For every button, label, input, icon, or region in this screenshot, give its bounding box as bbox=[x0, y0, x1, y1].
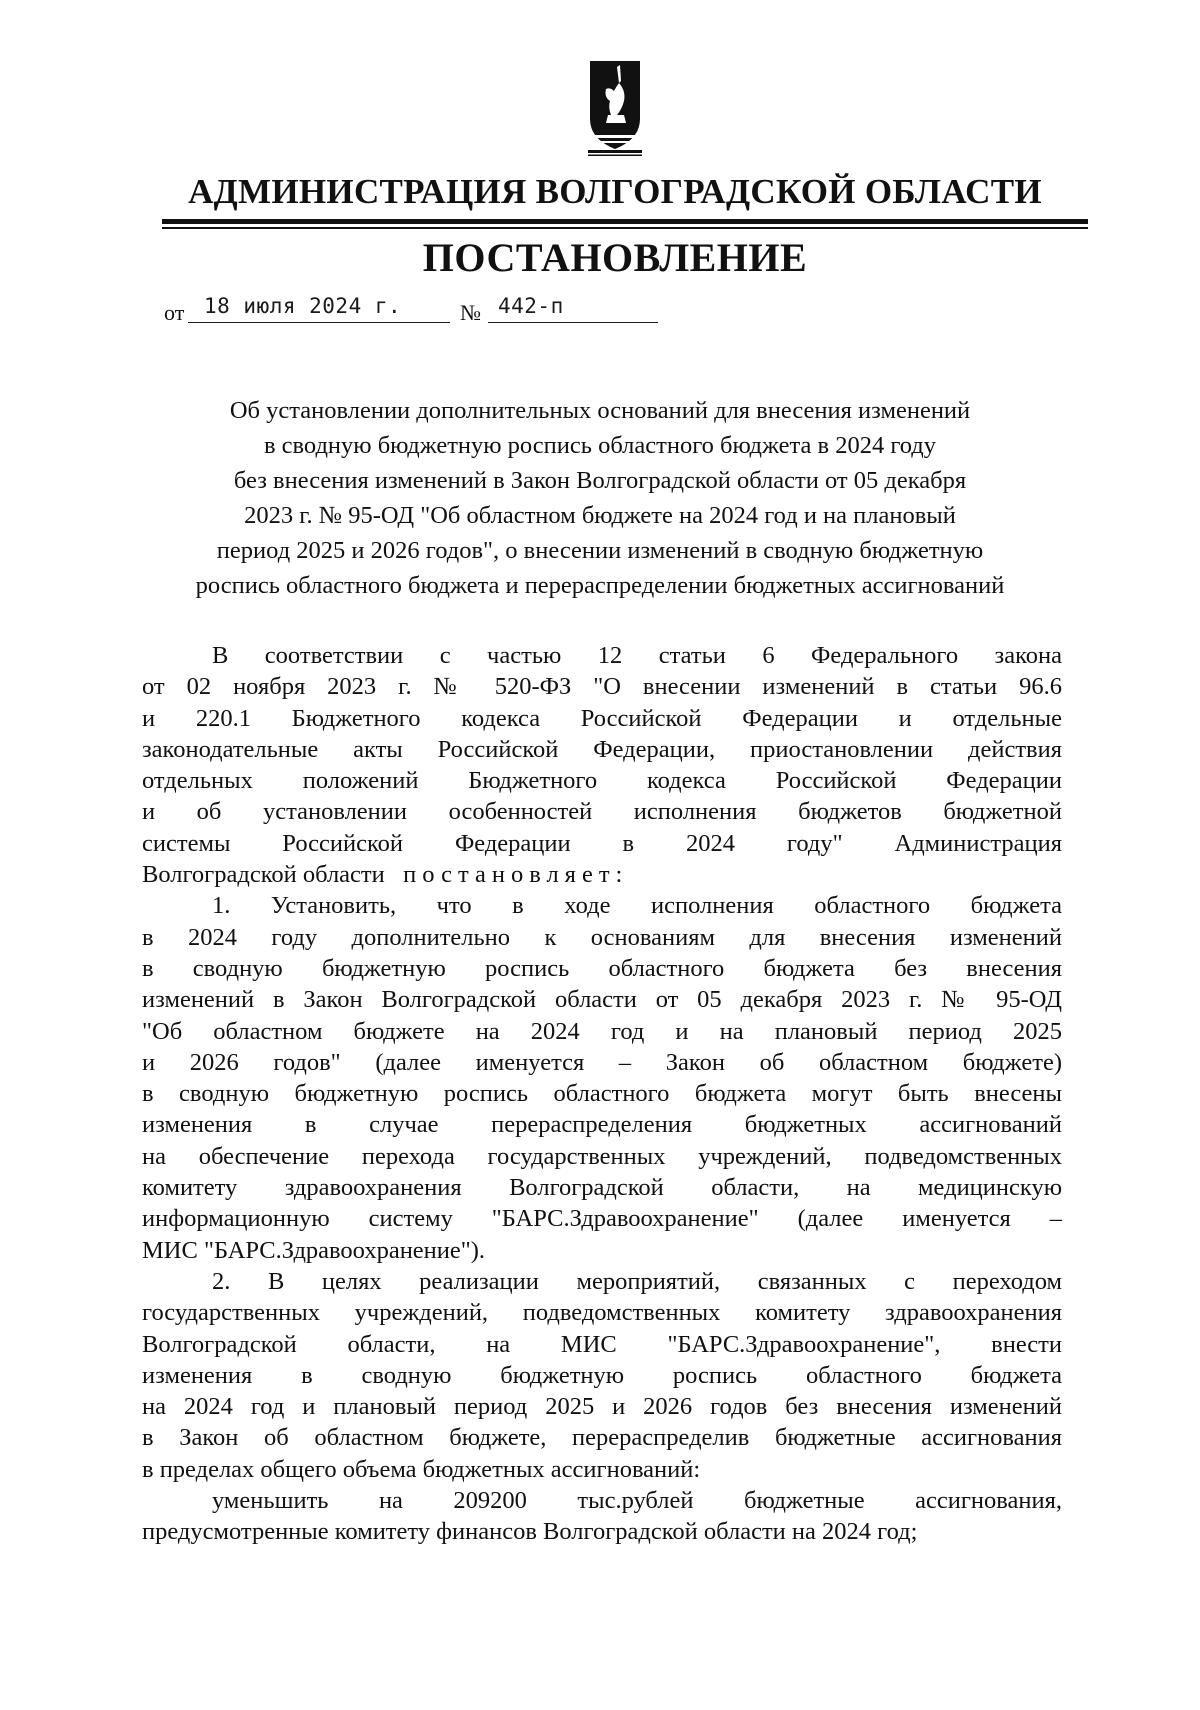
text-line: 2. В целях реализации мероприятий, связанных с переходом bbox=[212, 1267, 1062, 1295]
document-title bbox=[130, 393, 1070, 603]
number-prefix-label: № bbox=[460, 300, 481, 325]
title-line: без внесения изменений в Закон Волгоградской области от 05 декабря bbox=[233, 467, 967, 494]
document-date: 18 июля 2024 г. bbox=[204, 294, 402, 318]
date-prefix-label: от bbox=[164, 300, 185, 325]
preamble-paragraph bbox=[142, 640, 1062, 890]
item-1-paragraph bbox=[142, 890, 1062, 1266]
text-line: изменений в Закон Волгоградской области от 05 декабря 2023 г. № 95-ОД bbox=[142, 986, 1062, 1014]
text-line bbox=[142, 859, 1062, 890]
text-line: В соответствии с частью 12 статьи 6 Федерального закона bbox=[212, 642, 1062, 669]
preamble-end: Волгоградской области bbox=[142, 861, 385, 889]
document-number: 442-п bbox=[498, 294, 564, 318]
volgograd-emblem-icon bbox=[586, 57, 644, 157]
text-line: и 2026 годов" (далее именуется – Закон об областном бюджете) bbox=[142, 1048, 1062, 1076]
text-line: 1. Установить, что в ходе исполнения областного бюджета bbox=[212, 892, 1062, 920]
text-line: изменения в сводную бюджетную роспись областного бюджета bbox=[142, 1361, 1062, 1389]
text-line: законодательные акты Российской Федерации, приостановлении действия bbox=[142, 735, 1062, 763]
title-line: 2023 г. № 95-ОД "Об областном бюджете на 2024 год и на плановый bbox=[244, 502, 956, 529]
text-line: комитету здравоохранения Волгоградской области, на медицинскую bbox=[142, 1174, 1062, 1202]
text-line: в сводную бюджетную роспись областного бюджета без внесения bbox=[142, 954, 1062, 982]
title-line: роспись областного бюджета и перераспределении бюджетных ассигнований bbox=[195, 572, 1005, 599]
title-line: период 2025 и 2026 годов", о внесении изменений в сводную бюджетную bbox=[216, 537, 984, 564]
text-line: системы Российской Федерации в 2024 году" Администрация bbox=[142, 829, 1062, 857]
text-line: в Закон об областном бюджете, перераспределив бюджетные ассигнования bbox=[142, 1424, 1062, 1452]
title-line: Об установлении дополнительных оснований для внесения изменений bbox=[229, 397, 971, 424]
text-line: информационную систему "БАРС.Здравоохранение" (далее именуется – bbox=[142, 1205, 1062, 1233]
text-line: предусмотренные комитету финансов Волгоградской области на 2024 год; bbox=[142, 1518, 918, 1546]
item-2-subparagraph bbox=[142, 1485, 1062, 1548]
text-line: и 220.1 Бюджетного кодекса Российской Федерации и отдельные bbox=[142, 704, 1062, 732]
date-underline bbox=[188, 322, 450, 323]
document-type: ПОСТАНОВЛЕНИЕ bbox=[422, 235, 808, 280]
text-line: от 02 ноября 2023 г. № 520-ФЗ "О внесении изменений в статьи 96.6 bbox=[142, 673, 1062, 701]
header-rule-thin bbox=[162, 227, 1088, 229]
text-line: и об установлении особенностей исполнения бюджетов бюджетной bbox=[142, 798, 1062, 826]
text-line: в 2024 году дополнительно к основаниям для внесения изменений bbox=[142, 923, 1062, 951]
text-line: уменьшить на 209200 тыс.рублей бюджетные ассигнования, bbox=[212, 1487, 1062, 1515]
text-line: МИС "БАРС.Здравоохранение"). bbox=[142, 1236, 486, 1264]
text-line: Волгоградской области, на МИС "БАРС.Здравоохранение", внести bbox=[142, 1330, 1062, 1358]
title-line: в сводную бюджетную роспись областного бюджета в 2024 году bbox=[263, 432, 937, 459]
text-line: в сводную бюджетную роспись областного бюджета могут быть внесены bbox=[142, 1080, 1062, 1108]
text-line: на 2024 год и плановый период 2025 и 2026 годов без внесения изменений bbox=[142, 1393, 1062, 1421]
number-underline bbox=[488, 322, 658, 323]
text-line: изменения в случае перераспределения бюджетных ассигнований bbox=[142, 1111, 1062, 1139]
header-rule-thick bbox=[162, 219, 1088, 224]
organization-name: АДМИНИСТРАЦИЯ ВОЛГОГРАДСКОЙ ОБЛАСТИ bbox=[188, 172, 1042, 211]
text-line: государственных учреждений, подведомственных комитету здравоохранения bbox=[142, 1299, 1062, 1327]
text-line: на обеспечение перехода государственных учреждений, подведомственных bbox=[142, 1142, 1062, 1170]
text-line: "Об областном бюджете на 2024 год и на плановый период 2025 bbox=[142, 1017, 1062, 1045]
text-line: отдельных положений Бюджетного кодекса Российской Федерации bbox=[142, 767, 1062, 795]
item-2-paragraph bbox=[142, 1266, 1062, 1485]
resolve-word: постановляет: bbox=[403, 861, 629, 889]
document-body bbox=[142, 640, 1062, 1548]
text-line: в пределах общего объема бюджетных ассигнований: bbox=[142, 1455, 701, 1483]
